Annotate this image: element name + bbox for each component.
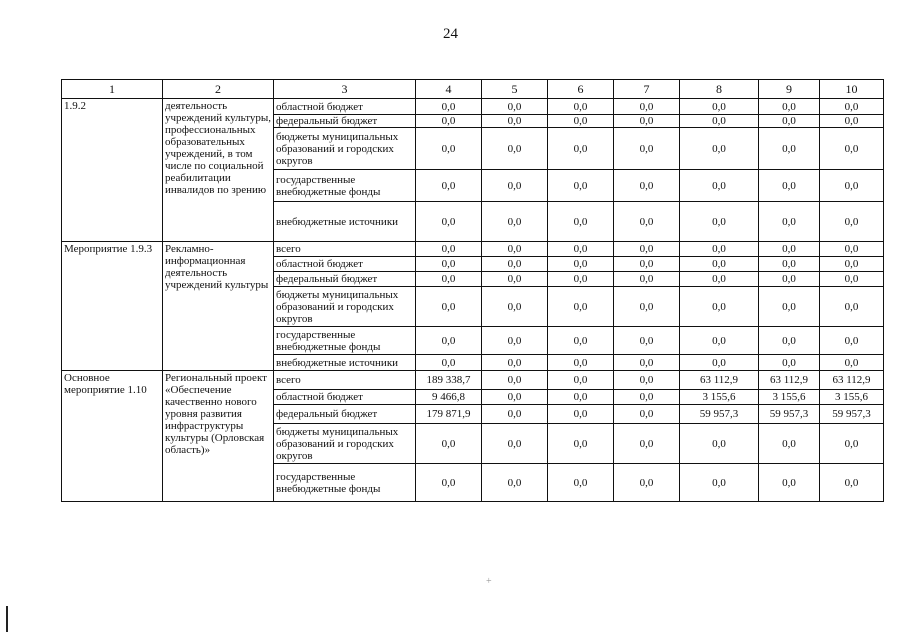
- scan-mark: +: [486, 576, 492, 587]
- value-cell: 0,0: [548, 170, 614, 202]
- funding-source: бюджеты муниципальных образований и городских округов: [274, 287, 416, 327]
- activity-name: Рекламно-информационная деятельность учреждений культуры: [163, 242, 274, 371]
- funding-source: федеральный бюджет: [274, 115, 416, 128]
- funding-source: государственные внебюджетные фонды: [274, 464, 416, 502]
- column-header: 4: [416, 80, 482, 99]
- activity-code: Основное мероприятие 1.10: [62, 371, 163, 502]
- value-cell: 0,0: [680, 355, 759, 371]
- value-cell: 0,0: [482, 287, 548, 327]
- value-cell: 0,0: [820, 128, 884, 170]
- funding-source: бюджеты муниципальных образований и городских округов: [274, 128, 416, 170]
- funding-source: федеральный бюджет: [274, 272, 416, 287]
- value-cell: 0,0: [820, 115, 884, 128]
- funding-source: государственные внебюджетные фонды: [274, 327, 416, 355]
- value-cell: 0,0: [416, 287, 482, 327]
- value-cell: 3 155,6: [820, 390, 884, 405]
- funding-source: областной бюджет: [274, 257, 416, 272]
- value-cell: 0,0: [820, 464, 884, 502]
- value-cell: 0,0: [548, 424, 614, 464]
- value-cell: 0,0: [614, 170, 680, 202]
- value-cell: 0,0: [548, 115, 614, 128]
- value-cell: 0,0: [680, 424, 759, 464]
- column-header: 5: [482, 80, 548, 99]
- value-cell: 0,0: [416, 464, 482, 502]
- value-cell: 0,0: [548, 355, 614, 371]
- value-cell: 0,0: [759, 170, 820, 202]
- column-header: 9: [759, 80, 820, 99]
- value-cell: 0,0: [759, 424, 820, 464]
- value-cell: 0,0: [482, 355, 548, 371]
- value-cell: 0,0: [680, 257, 759, 272]
- value-cell: 0,0: [820, 257, 884, 272]
- value-cell: 0,0: [548, 272, 614, 287]
- value-cell: 0,0: [614, 405, 680, 424]
- value-cell: 0,0: [482, 272, 548, 287]
- funding-source: областной бюджет: [274, 390, 416, 405]
- value-cell: 0,0: [482, 115, 548, 128]
- value-cell: 63 112,9: [759, 371, 820, 390]
- value-cell: 0,0: [482, 390, 548, 405]
- funding-source: всего: [274, 371, 416, 390]
- value-cell: 0,0: [680, 128, 759, 170]
- value-cell: 0,0: [416, 128, 482, 170]
- value-cell: 0,0: [759, 355, 820, 371]
- value-cell: 0,0: [820, 424, 884, 464]
- value-cell: 0,0: [759, 272, 820, 287]
- table-row: [62, 242, 884, 257]
- value-cell: 0,0: [759, 115, 820, 128]
- value-cell: 0,0: [482, 405, 548, 424]
- value-cell: 0,0: [614, 128, 680, 170]
- value-cell: 0,0: [482, 202, 548, 242]
- value-cell: 0,0: [614, 355, 680, 371]
- value-cell: 0,0: [548, 202, 614, 242]
- value-cell: 0,0: [759, 99, 820, 115]
- value-cell: 0,0: [482, 170, 548, 202]
- value-cell: 0,0: [548, 99, 614, 115]
- value-cell: 0,0: [482, 327, 548, 355]
- value-cell: 0,0: [416, 170, 482, 202]
- value-cell: 0,0: [820, 170, 884, 202]
- activity-name: Региональный проект «Обеспечение качественно нового уровня развития инфраструктуры культуры (Орловская область)»: [163, 371, 274, 502]
- value-cell: 0,0: [482, 99, 548, 115]
- value-cell: 0,0: [416, 99, 482, 115]
- value-cell: 0,0: [820, 202, 884, 242]
- value-cell: 0,0: [548, 287, 614, 327]
- value-cell: 0,0: [614, 464, 680, 502]
- column-header: 1: [62, 80, 163, 99]
- value-cell: 0,0: [820, 242, 884, 257]
- column-header: 7: [614, 80, 680, 99]
- value-cell: 0,0: [416, 355, 482, 371]
- value-cell: 63 112,9: [680, 371, 759, 390]
- value-cell: 0,0: [482, 128, 548, 170]
- value-cell: 0,0: [482, 242, 548, 257]
- column-header: 2: [163, 80, 274, 99]
- value-cell: 0,0: [416, 115, 482, 128]
- value-cell: 0,0: [548, 128, 614, 170]
- value-cell: 0,0: [759, 128, 820, 170]
- page-number: 24: [443, 26, 458, 42]
- funding-source: федеральный бюджет: [274, 405, 416, 424]
- activity-code: 1.9.2: [62, 99, 163, 242]
- value-cell: 0,0: [759, 202, 820, 242]
- value-cell: 0,0: [548, 257, 614, 272]
- value-cell: 189 338,7: [416, 371, 482, 390]
- value-cell: 0,0: [482, 464, 548, 502]
- table-row: [62, 99, 884, 115]
- value-cell: 0,0: [759, 257, 820, 272]
- value-cell: 9 466,8: [416, 390, 482, 405]
- value-cell: 0,0: [680, 242, 759, 257]
- funding-source: бюджеты муниципальных образований и городских округов: [274, 424, 416, 464]
- value-cell: 0,0: [820, 327, 884, 355]
- value-cell: 179 871,9: [416, 405, 482, 424]
- header-row: [62, 80, 884, 99]
- value-cell: 0,0: [759, 327, 820, 355]
- value-cell: 59 957,3: [820, 405, 884, 424]
- value-cell: 0,0: [416, 327, 482, 355]
- value-cell: 0,0: [416, 202, 482, 242]
- value-cell: 0,0: [820, 99, 884, 115]
- column-header: 3: [274, 80, 416, 99]
- value-cell: 0,0: [548, 327, 614, 355]
- column-header: 10: [820, 80, 884, 99]
- funding-source: областной бюджет: [274, 99, 416, 115]
- scan-edge-mark: [6, 606, 8, 632]
- value-cell: 3 155,6: [680, 390, 759, 405]
- value-cell: 0,0: [416, 257, 482, 272]
- value-cell: 0,0: [820, 272, 884, 287]
- value-cell: 0,0: [614, 424, 680, 464]
- value-cell: 0,0: [482, 371, 548, 390]
- value-cell: 0,0: [680, 115, 759, 128]
- value-cell: 59 957,3: [759, 405, 820, 424]
- value-cell: 3 155,6: [759, 390, 820, 405]
- value-cell: 0,0: [820, 287, 884, 327]
- column-header: 8: [680, 80, 759, 99]
- funding-source: внебюджетные источники: [274, 355, 416, 371]
- column-header: 6: [548, 80, 614, 99]
- activity-code: Мероприятие 1.9.3: [62, 242, 163, 371]
- value-cell: 0,0: [680, 327, 759, 355]
- value-cell: 0,0: [680, 170, 759, 202]
- value-cell: 0,0: [548, 405, 614, 424]
- value-cell: 0,0: [482, 424, 548, 464]
- funding-source: всего: [274, 242, 416, 257]
- value-cell: 0,0: [680, 287, 759, 327]
- activity-name: деятельность учреждений культуры, профессиональных образовательных учреждений, в том числе по социальной реабилитации инвалидов по зрению: [163, 99, 274, 242]
- value-cell: 0,0: [759, 464, 820, 502]
- funding-table: [61, 79, 884, 502]
- value-cell: 0,0: [759, 287, 820, 327]
- value-cell: 0,0: [614, 115, 680, 128]
- funding-source: внебюджетные источники: [274, 202, 416, 242]
- value-cell: 0,0: [416, 424, 482, 464]
- value-cell: 0,0: [416, 272, 482, 287]
- value-cell: 0,0: [820, 355, 884, 371]
- value-cell: 0,0: [614, 371, 680, 390]
- value-cell: 0,0: [680, 464, 759, 502]
- value-cell: 0,0: [614, 257, 680, 272]
- value-cell: 0,0: [416, 242, 482, 257]
- value-cell: 63 112,9: [820, 371, 884, 390]
- value-cell: 0,0: [614, 242, 680, 257]
- value-cell: 0,0: [680, 272, 759, 287]
- value-cell: 0,0: [548, 464, 614, 502]
- value-cell: 0,0: [680, 202, 759, 242]
- value-cell: 0,0: [614, 287, 680, 327]
- value-cell: 0,0: [614, 99, 680, 115]
- value-cell: 0,0: [548, 390, 614, 405]
- value-cell: 0,0: [548, 242, 614, 257]
- value-cell: 0,0: [614, 272, 680, 287]
- value-cell: 0,0: [614, 202, 680, 242]
- value-cell: 59 957,3: [680, 405, 759, 424]
- value-cell: 0,0: [759, 242, 820, 257]
- value-cell: 0,0: [482, 257, 548, 272]
- value-cell: 0,0: [614, 327, 680, 355]
- value-cell: 0,0: [548, 371, 614, 390]
- funding-source: государственные внебюджетные фонды: [274, 170, 416, 202]
- table-row: [62, 371, 884, 390]
- value-cell: 0,0: [614, 390, 680, 405]
- value-cell: 0,0: [680, 99, 759, 115]
